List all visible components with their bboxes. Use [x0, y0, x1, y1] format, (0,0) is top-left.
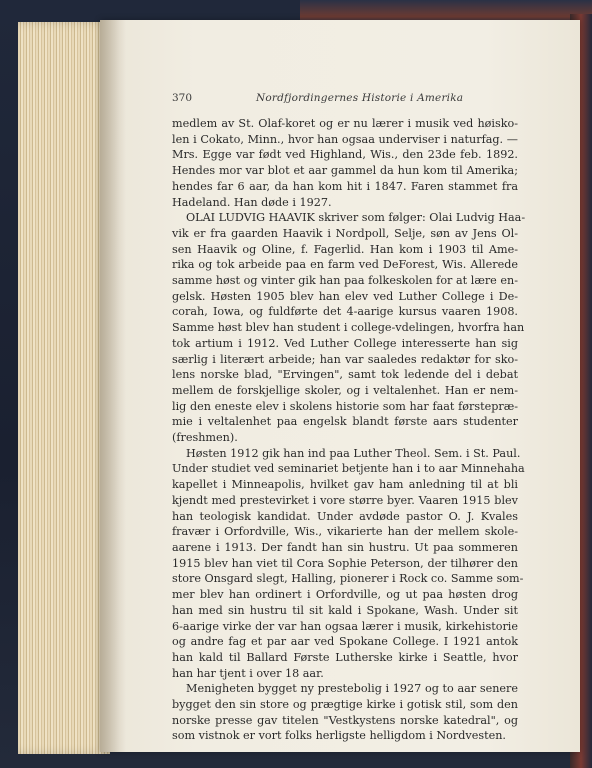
text-line: OLAI LUDVIG HAAVIK skriver som følger: Olai Ludvig Haa- — [186, 211, 526, 225]
text-line: mer blev han ordinert i Orfordville, og ut paa høsten drog — [172, 588, 518, 602]
text-line: norske presse gav titelen "Vestkystens norske katedral", og — [172, 713, 518, 727]
text-line: som vistnok er vort folks herligste helligdom i Nordvesten. — [172, 729, 506, 743]
text-line: han kald til Ballard Første Lutherske kirke i Seattle, hvor — [172, 650, 518, 664]
text-line: aarene i 1913. Der fandt han sin hustru. Ut paa sommeren — [172, 540, 518, 554]
text-line: tok artium i 1912. Ved Luther College interesserte han sig — [172, 336, 518, 350]
text-line: mie i veltalenhet paa engelsk blandt første aars studenter — [172, 415, 518, 429]
text-line: gelsk. Høsten 1905 blev han elev ved Luther College i De- — [172, 289, 518, 303]
page-stack-edge — [18, 22, 110, 754]
text-line: rika og tok arbeide paa en farm ved DeForest, Wis. Allerede — [172, 258, 518, 272]
text-line: len i Cokato, Minn., hvor han ogsaa underviser i naturfag. — — [172, 132, 518, 146]
text-line: Mrs. Egge var født ved Highland, Wis., den 23de feb. 1892. — [172, 148, 518, 162]
text-line: corah, Iowa, og fuldførte det 4-aarige kursus vaaren 1908. — [172, 305, 518, 319]
text-line: 1915 blev han viet til Cora Sophie Peterson, der tilhører den — [172, 556, 518, 570]
text-line: lens norske blad, "Ervingen", samt tok ledende del i debat — [172, 368, 518, 382]
text-line: Menigheten bygget ny prestebolig i 1927 og to aar senere — [186, 682, 518, 696]
text-line: sen Haavik og Oline, f. Fagerlid. Han kom i 1903 til Ame- — [172, 242, 518, 256]
text-line: Under studiet ved seminariet betjente han i to aar Minnehaha — [172, 462, 525, 476]
text-line: særlig i literært arbeide; han var saaledes redaktør for sko- — [172, 352, 518, 366]
gutter-shadow — [100, 20, 126, 752]
text-line: fravær i Orfordville, Wis., vikarierte han der mellem skole- — [172, 525, 518, 539]
text-line: og andre fag et par aar ved Spokane College. I 1921 antok — [172, 635, 518, 649]
text-line: Samme høst blev han student i college-vdelingen, hvorfra han — [172, 321, 525, 335]
text-line: han har tjent i over 18 aar. — [172, 666, 324, 680]
text-line: 6-aarige virke der var han ogsaa lærer i musik, kirkehistorie — [172, 619, 518, 633]
page-header — [172, 92, 517, 108]
page-number: 370 — [172, 92, 193, 104]
text-line: Hendes mor var blot et aar gammel da hun kom til Amerika; — [172, 164, 518, 178]
text-line: hendes far 6 aar, da han kom hit i 1847. Faren stammet fra — [172, 179, 518, 193]
text-line: han med sin hustru til sit kald i Spokane, Wash. Under sit — [172, 603, 518, 617]
running-title: Nordfjordingernes Historie i Amerika — [256, 92, 464, 104]
text-line: Høsten 1912 gik han ind paa Luther Theol. Sem. i St. Paul. — [186, 446, 521, 460]
text-line: kjendt med prestevirket i vore større byer. Vaaren 1915 blev — [172, 493, 518, 507]
text-line: samme høst og vinter gik han paa folkeskolen for at lære en- — [172, 274, 518, 288]
text-line: kapellet i Minneapolis, hvilket gav ham anledning til at bli — [172, 478, 518, 492]
text-line: mellem de forskjellige skoler, og i veltalenhet. Han er nem- — [172, 383, 518, 397]
text-line: (freshmen). — [172, 431, 238, 445]
text-line: lig den eneste elev i skolens historie som har faat førstepræ- — [172, 399, 518, 413]
text-line: bygget den sin store og prægtige kirke i gotisk stil, som den — [172, 698, 518, 712]
text-line: store Onsgard slegt, Halling, pionerer i Rock co. Samme som- — [172, 572, 524, 586]
text-line: medlem av St. Olaf-koret og er nu lærer i musik ved høisko- — [172, 117, 518, 130]
text-line: Hadeland. Han døde i 1927. — [172, 195, 332, 209]
text-line: han teologisk kandidat. Under avdøde pastor O. J. Kvales — [172, 509, 518, 523]
text-line: vik er fra gaarden Haavik i Nordpoll, Selje, søn av Jens Ol- — [172, 226, 518, 240]
body-text — [172, 116, 526, 744]
